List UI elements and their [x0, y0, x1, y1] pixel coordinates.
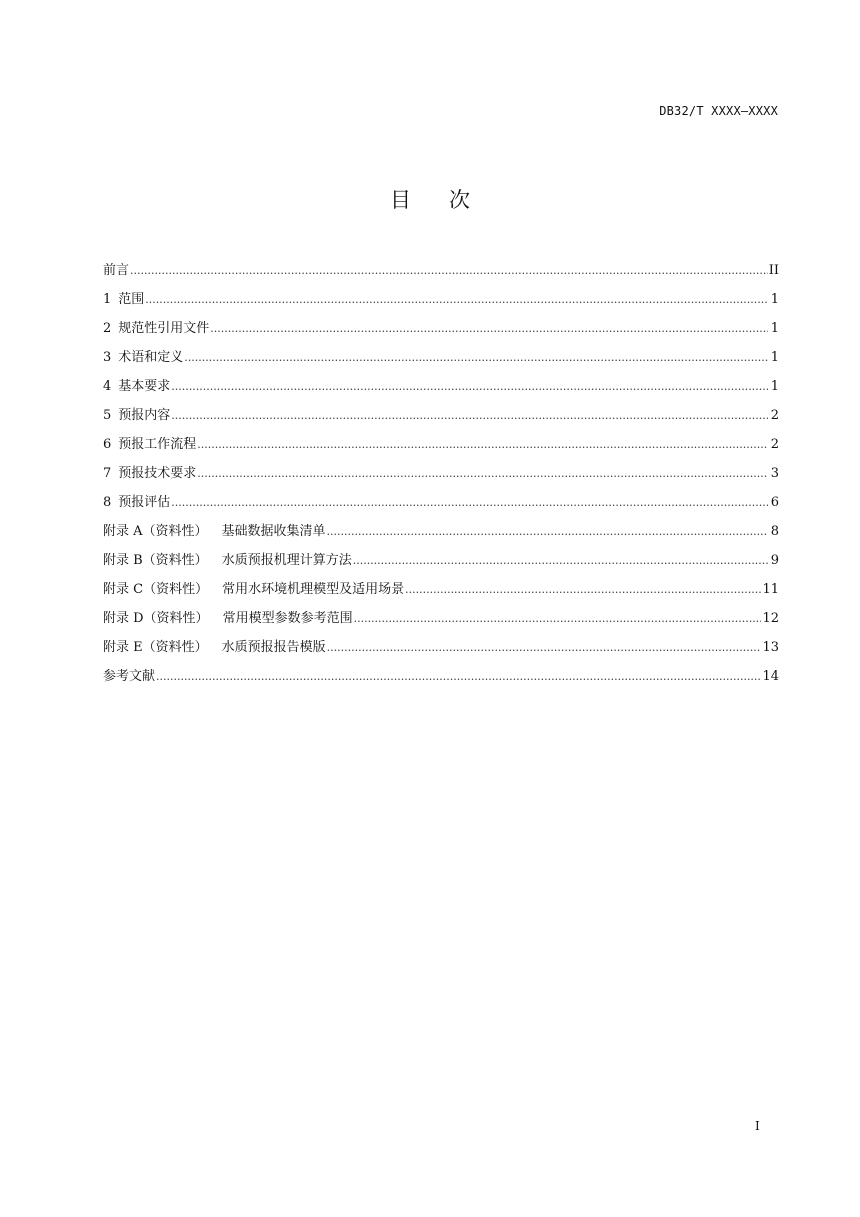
dot-leader — [327, 639, 762, 657]
toc-appendix-tag: 附录 D（资料性） — [103, 611, 209, 626]
toc-entry-label: 基本要求 — [118, 379, 171, 394]
toc-entry-number: 7 — [103, 466, 112, 481]
toc-entry-page: 1 — [770, 379, 779, 394]
dot-leader — [354, 610, 762, 628]
toc-title-char-1: 目 — [390, 188, 411, 212]
toc-appendix-tag: 附录 A（资料性） — [103, 524, 208, 539]
toc-entry-technical-requirements[interactable] — [103, 465, 779, 494]
dot-leader — [197, 465, 768, 483]
toc-entry-label: 预报工作流程 — [118, 437, 197, 452]
toc-title — [0, 184, 860, 214]
toc-entry-page: II — [768, 263, 779, 278]
toc-entry-bibliography[interactable] — [103, 668, 779, 697]
dot-leader — [171, 378, 768, 396]
toc-entry-page: 3 — [770, 466, 779, 481]
dot-leader — [130, 262, 768, 280]
toc-entry-label: 常用模型参数参考范围 — [222, 611, 353, 626]
toc-entry-normative-references[interactable] — [103, 320, 779, 349]
toc-entry-page: 2 — [770, 437, 779, 452]
document-code: DB32/T XXXX—XXXX — [659, 104, 778, 118]
toc-entry-number: 4 — [103, 379, 112, 394]
toc-entry-label: 基础数据收集清单 — [221, 524, 326, 539]
toc-entry-page: 2 — [770, 408, 779, 423]
table-of-contents — [103, 262, 779, 697]
toc-entry-appendix-a[interactable] — [103, 523, 779, 552]
toc-entry-label: 水质预报报告模版 — [221, 640, 326, 655]
toc-entry-page: 9 — [770, 553, 779, 568]
toc-entry-label: 水质预报机理计算方法 — [221, 553, 352, 568]
toc-entry-label: 预报技术要求 — [118, 466, 197, 481]
toc-entry-label: 预报评估 — [118, 495, 171, 510]
toc-entry-label: 预报内容 — [118, 408, 171, 423]
toc-entry-label: 范围 — [118, 292, 145, 307]
toc-appendix-tag: 附录 C（资料性） — [103, 582, 209, 597]
toc-entry-number: 6 — [103, 437, 112, 452]
toc-entry-page: 13 — [762, 640, 779, 655]
toc-appendix-tag: 附录 E（资料性） — [103, 640, 208, 655]
dot-leader — [171, 494, 768, 512]
toc-entry-page: 12 — [762, 611, 779, 626]
toc-entry-label: 前言 — [103, 263, 130, 278]
toc-entry-foreword[interactable] — [103, 262, 779, 291]
toc-entry-page: 1 — [770, 321, 779, 336]
toc-entry-number: 5 — [103, 408, 112, 423]
dot-leader — [171, 407, 768, 425]
dot-leader — [197, 436, 768, 454]
toc-entry-appendix-d[interactable] — [103, 610, 779, 639]
toc-entry-page: 8 — [770, 524, 779, 539]
dot-leader — [145, 291, 768, 309]
dot-leader — [353, 552, 768, 570]
toc-entry-appendix-e[interactable] — [103, 639, 779, 668]
dot-leader — [327, 523, 768, 541]
toc-entry-label: 参考文献 — [103, 669, 156, 684]
toc-entry-forecast-evaluation[interactable] — [103, 494, 779, 523]
toc-entry-page: 11 — [762, 582, 779, 597]
toc-entry-scope[interactable] — [103, 291, 779, 320]
toc-entry-forecast-workflow[interactable] — [103, 436, 779, 465]
toc-entry-page: 6 — [770, 495, 779, 510]
toc-entry-label: 常用水环境机理模型及适用场景 — [222, 582, 405, 597]
toc-entry-page: 1 — [770, 292, 779, 307]
dot-leader — [156, 668, 761, 686]
toc-entry-label: 规范性引用文件 — [118, 321, 210, 336]
dot-leader — [405, 581, 761, 599]
dot-leader — [184, 349, 768, 367]
page-number: I — [755, 1119, 760, 1133]
toc-entry-label: 术语和定义 — [118, 350, 184, 365]
toc-entry-appendix-b[interactable] — [103, 552, 779, 581]
toc-entry-number: 3 — [103, 350, 112, 365]
toc-entry-page: 14 — [762, 669, 779, 684]
toc-entry-appendix-c[interactable] — [103, 581, 779, 610]
dot-leader — [210, 320, 768, 338]
toc-entry-page: 1 — [770, 350, 779, 365]
toc-entry-number: 2 — [103, 321, 112, 336]
toc-entry-forecast-content[interactable] — [103, 407, 779, 436]
toc-entry-basic-requirements[interactable] — [103, 378, 779, 407]
toc-title-char-2: 次 — [449, 188, 470, 212]
toc-entry-terms-definitions[interactable] — [103, 349, 779, 378]
toc-entry-number: 8 — [103, 495, 112, 510]
toc-entry-number: 1 — [103, 292, 112, 307]
toc-appendix-tag: 附录 B（资料性） — [103, 553, 208, 568]
